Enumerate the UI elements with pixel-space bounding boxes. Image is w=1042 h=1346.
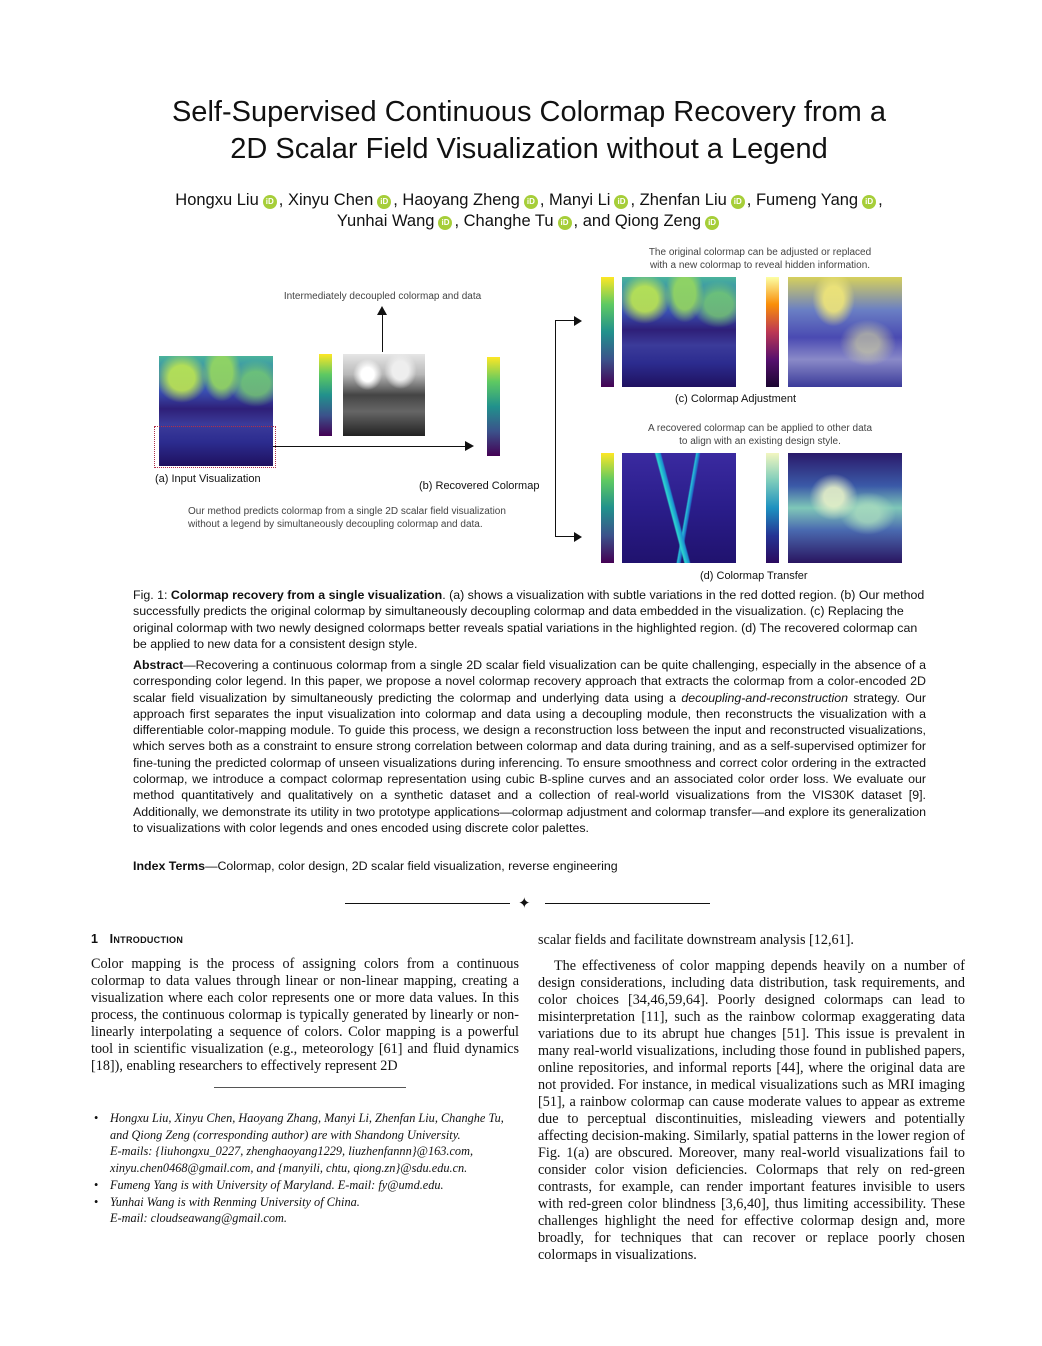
- arrow-up-line: [382, 312, 383, 352]
- transfer-visualization-1: [622, 453, 736, 563]
- decoupled-colormap-bar: [319, 354, 332, 436]
- orcid-icon[interactable]: iD: [705, 216, 719, 230]
- title-line-1: Self-Supervised Continuous Colormap Recovery from a: [171, 96, 887, 128]
- right-column: [538, 932, 965, 1264]
- bracket-top-arrowhead: [574, 316, 582, 326]
- author-list: Hongxu Liu iD , Xinyu Chen iD , Haoyang Zheng iD , Manyi Li iD , Zhenfan Liu iD , Fumeng Yang iD , Yunhai Wang iD , Changhe Tu iD , and Qiong Zeng iD: [175, 191, 883, 230]
- label-a: (a) Input Visualization: [155, 473, 261, 485]
- separator-line-left: [345, 903, 510, 904]
- intro-paragraph-1: Color mapping is the process of assigning colors from a continuous colormap to data values through linear or non-linear mapping, creating a visualization where each color represents one or more data values. In this process, the continuous colormap is typically generated by linearly or non-linearly interpolating a sequence of colors. Color mapping is a powerful tool in scientific visualization (e.g., meteorology [61] and fluid dynamics [18]), enabling researchers to effectively represent 2D: [91, 956, 519, 1074]
- footnotes: [94, 1110, 519, 1227]
- highlight-region-box: [154, 426, 276, 468]
- recovered-colormap-bar: [487, 357, 500, 456]
- label-c: (c) Colormap Adjustment: [675, 393, 797, 405]
- adjust-visualization-1: [622, 277, 736, 387]
- abstract: Abstract—Recovering a continuous colormap from a single 2D scalar field visualization can be quite challenging, especially in the absence of a corresponding color legend. In this paper, we propose a novel colormap recovery approach that extracts the colormap from a color-encoded 2D scalar field visualization by simultaneously predicting the colormap and underlying data using a decoupling-and-reconstruction strategy. Our approach first separates the input visualization into colormap and data using a decoupling module, then reconstructs the visualization with a differentiable color-mapping module. To guide this process, we design a reconstruction loss between the input and reconstructed visualizations, which serves both as a constraint to ensure strong correlation between colormap and data during training, and as a self-supervised optimizer for fine-tuning the predicted colormap of unseen visualizations during inferencing. To ensure smoothness and correct color ordering in the extracted colormap, we introduce a compact colormap representation using cubic B-spline curves and an associated color order loss. We evaluate our method quantitatively and qualitatively on a synthetic dataset and a collection of real-world visualizations from the VIS30K dataset [9]. Additionally, we demonstrate its utility in two prototype applications—colormap adjustment and colormap transfer—and explore its generalization to visualizations with color legends and ones encoded using discrete color palettes.: [133, 658, 926, 835]
- figure-caption: Fig. 1: Colormap recovery from a single visualization. (a) shows a visualization with subtle variations in the red dotted region. (b) Our method successfully predicts the original colormap by simultaneously decoupling colormap and data embedded in the visualization. (c) Replacing the original colormap with two newly designed colormaps better reveals spatial variations in the highlighted region. (d) The recovered colormap can be applied to new data for a consistent design style.: [133, 588, 925, 651]
- orcid-icon[interactable]: iD: [377, 195, 391, 209]
- author: Xinyu Chen iD: [288, 191, 393, 209]
- footnote-affiliation-3: • Yunhai Wang is with Renming University of China. E-mail: cloudseawang@gmail.com.: [94, 1194, 360, 1226]
- author: Manyi Li iD: [549, 191, 630, 209]
- orcid-icon[interactable]: iD: [263, 195, 277, 209]
- intro-paragraph-2: The effectiveness of color mapping depends heavily on a number of design considerations, including data distribution, task requirements, and color choices [34,46,59,64]. Poorly designed colormaps can lead to misinterpretation [11], such as the rainbow colormap exaggerating data variations due to its abrupt hue changes [51]. This issue is prevalent in many real-world visualizations, including those found in published papers, online repositories, and informal reports [44], where the original data are not provided. For instance, in medical visualizations such as MRI imaging [51], a rainbow colormap can cause moderate values to appear as extreme due to perceptual discontinuities, misleading viewers and potentially affecting decision-making. Similarly, spatial patterns in the lower region of Fig. 1(a) are obscured. Moreover, many real-world visualizations fail to consider color vision deficiencies. Colormaps that rely on red-green contrasts, for example, can render important features invisible to users with red-green color blindness [3,6,40], thus limiting accessibility. These challenges highlight the need for effective colormap design and, more broadly, for techniques that can recover or replace poorly chosen colormaps in visualizations.: [538, 958, 965, 1263]
- bracket-bottom-arrowhead: [574, 532, 582, 542]
- paper-title: [100, 94, 958, 168]
- note-method: Our method predicts colormap from a single 2D scalar field visualization without a legend by simultaneously decoupling colormap and data.: [188, 506, 506, 530]
- adjust-colormap-bar-1: [601, 277, 614, 387]
- note-adjust: The original colormap can be adjusted or replaced with a new colormap to reveal hidden information.: [648, 247, 872, 271]
- index-terms: Index Terms—Colormap, color design, 2D scalar field visualization, reverse engineering: [133, 859, 618, 873]
- author: Hongxu Liu iD: [175, 191, 278, 209]
- label-b: (b) Recovered Colormap: [419, 480, 540, 492]
- orcid-icon[interactable]: iD: [558, 216, 572, 230]
- section-separator: [345, 894, 710, 914]
- title-line-2: 2D Scalar Field Visualization without a Legend: [230, 133, 828, 165]
- separator-star-icon: ✦: [518, 895, 531, 912]
- adjust-visualization-2: [788, 277, 902, 387]
- orcid-icon[interactable]: iD: [614, 195, 628, 209]
- note-transfer: A recovered colormap can be applied to other data to align with an existing design style.: [647, 423, 873, 447]
- separator-line-right: [545, 903, 710, 904]
- abstract-label: Abstract: [133, 658, 184, 672]
- author: Fumeng Yang iD: [756, 191, 878, 209]
- arrow-up-head: [377, 306, 387, 315]
- decoupled-data-image: [343, 354, 425, 436]
- arrow-to-recovered-line: [273, 446, 465, 447]
- orcid-icon[interactable]: iD: [524, 195, 538, 209]
- left-column: [91, 932, 519, 1075]
- transfer-colormap-bar-2: [766, 453, 779, 563]
- orcid-icon[interactable]: iD: [731, 195, 745, 209]
- transfer-visualization-2: [788, 453, 902, 563]
- author: Zhenfan Liu iD: [640, 191, 747, 209]
- label-d: (d) Colormap Transfer: [700, 570, 808, 582]
- orcid-icon[interactable]: iD: [438, 216, 452, 230]
- teaser-figure: [140, 240, 920, 585]
- adjust-colormap-bar-2: [766, 277, 779, 387]
- bracket-bottom: [555, 536, 575, 537]
- section-heading: 1 Introduction: [91, 932, 184, 946]
- author: Changhe Tu iD: [464, 212, 574, 230]
- bracket-vertical: [555, 320, 556, 537]
- transfer-colormap-bar-1: [601, 453, 614, 563]
- author: Yunhai Wang iD: [337, 212, 455, 230]
- intro-paragraph-continued: scalar fields and facilitate downstream analysis [12,61].: [538, 932, 854, 948]
- footnote-affiliation-1: • Hongxu Liu, Xinyu Chen, Haoyang Zhang, Manyi Li, Zhenfan Liu, Changhe Tu, and Qiong Zeng (corresponding author) are with Shandong University. E-mails: {liuhongxu_0227, zhenghaoyang1229, liuzhenfannn}@163.com, xinyu.chen0468@gmail.com, and {manyili, chtu, qiong.zn}@sdu.edu.cn.: [94, 1111, 504, 1176]
- bracket-top: [555, 320, 575, 321]
- author: Haoyang Zheng iD: [402, 191, 539, 209]
- arrow-to-recovered-head: [465, 441, 474, 451]
- orcid-icon[interactable]: iD: [862, 195, 876, 209]
- note-decoupled: Intermediately decoupled colormap and data: [283, 291, 482, 302]
- author: Qiong Zeng iD: [615, 212, 721, 230]
- footnote-affiliation-2: • Fumeng Yang is with University of Maryland. E-mail: fy@umd.edu.: [94, 1177, 444, 1192]
- footnote-rule: [214, 1087, 406, 1088]
